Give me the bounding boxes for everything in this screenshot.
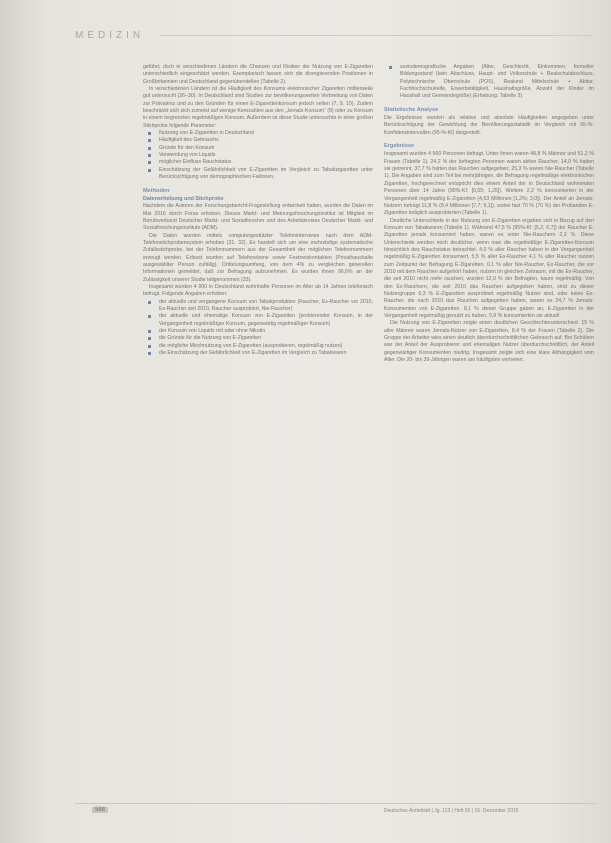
list-item-text: der aktuelle und vergangene Konsum von Tabakprodukten (Raucher, Ex-Raucher vor 2010, Ex-Raucher seit 2010, Raucher ausprobiert, Nie-Raucher): [159, 298, 373, 312]
list-item-text: der aktuelle und ehemalige Konsum von E-Zigaretten (probierender Konsum, in der Vergangenheit regelmäßiger Konsum, gegenwärtig regelmäßiger Konsum): [159, 313, 373, 327]
list-item: [143, 137, 373, 144]
paragraph: Die Ergebnisse wurden als relative und absolute Häufigkeiten angegeben unter Berücksichtigung der Gewichtung der Bevölkerungsstatistik im Vergleich mit 95-%-Konfidenzintervallen (95-%-KI) dargestellt.: [384, 115, 594, 136]
list-item-text: Häufigkeit des Gebrauchs: [159, 137, 219, 144]
list-item: [143, 152, 373, 159]
list-item: [143, 159, 373, 166]
list-item-text: die Gründe für die Nutzung von E-Zigaretten: [159, 335, 262, 342]
bullet-icon: [148, 301, 151, 304]
bullet-icon: [148, 352, 151, 355]
list-item-text: der Konsum von Liquids mit oder ohne Nikotin: [159, 328, 266, 335]
bullet-icon: [148, 345, 151, 348]
bullet-icon: [148, 330, 151, 333]
bullet-icon: [148, 147, 151, 150]
paragraph: Die Daten wurden mittels computergestützter Telefoninterviews nach dem ADM-Telefonstichprobensystem erhoben (31, 32). Es handelt sich um eine mehrstufige systematische Zufallsstichprobe, bei der Telefonnummern aus der Gesamtheit der möglichen Telefonnummern erzeugt werden. Erfasst wurden auf Telefonebene sowie Festnetzkontakten (Privathaushalte ausgewählter Person zufällig). Drittelungsumfang, von dem 4% zu vergleichen generellen Informationen gemeldet, daß zur Befragung aufzunehmen. Es wurden ihnen 96,6% an der Zulässigkeit unserer Studie teilgenommen (33).: [143, 232, 373, 283]
list-item: [143, 167, 373, 182]
paragraph: Insgesamt wurden 4 900 Personen befragt. Unter ihnen waren 48,8 % Männer und 51,2 % Frauen (Tabelle 1). 24,2 % der befragten Personen waren aktive Raucher, 14,0 % hatten sie getrennt, 37,7 % hatten das Rauchen aufgegeben; 25,3 % waren Nie-Raucher (Tabelle 1). Die Angaben sind zum Teil bei mehrjährigen, die Befragung regelmäßige elektronischen Zigaretten, hochgerechnet entspricht dies einem Anteil der in Deutschland wohnenden Personen über 14 Jahre (95%-KI: [0,55; 1,25]). Weitere 2,2 % konsumierten in der Vergangenheit regelmäßig E-Zigaretten (4,53 Millionen [1,2%; 3,0]). Der Anteil an Jemals-Nutzern beträgt 11,8 % (8,4 Millionen [7,7; 9,1]), wobei fast 70 % (70 %) der Probanden E-Zigaretten lediglich ausprobierten (Tabelle 1).: [384, 151, 594, 217]
list-item: [143, 328, 373, 335]
statistics-heading: Statistische Analyse: [384, 106, 439, 113]
bullet-icon: [389, 66, 392, 69]
survey-list: [143, 299, 373, 358]
bullet-icon: [148, 132, 151, 135]
survey-list-continued: [384, 64, 594, 101]
paragraph: Die Nutzung von E-Zigaretten zeigte einen deutlichen Geschlechterunterschied. 15 % aller Männer waren Jemals-Nutzer von E-Zigaretten, 8,4 % der Frauen (Tabelle 2). Die Gruppe der Arbeiter wies einen deutlich überdurchschnittlichen Gebrauch auf. Bei Schülern war der Anteil der Ausprobierer und ehemaligen Nutzer überdurchschnittlich, der Anteil gegenwärtiger Konsumenten niedrig. Insgesamt zeigte sich eine klare Abhängigkeit vom Alter. Die 20- bis 39-Jährigen waren am häufigsten vertreten.: [384, 320, 594, 364]
list-item: [143, 350, 373, 357]
footer-rule: [75, 803, 595, 804]
section-header: MEDIZIN: [75, 30, 145, 41]
list-item-text: Nutzung von E-Zigaretten in Deutschland: [159, 130, 254, 137]
paragraph: Nachdem die Autoren der Forschungsbericht-Fragestellung entwickelt hatten, wurden die Daten im Mai 2016 durch Forsa erhoben. Dieses Markt- und Meinungsforschungsinstitut ist Mitglied im Berufsverband Deutscher Markt- und Sozialforscher und des Arbeitskreises Deutscher Markt- und Sozialforschungsinstitute (ADM).: [143, 203, 373, 232]
bullet-icon: [148, 154, 151, 157]
methods-subheading: Datenerhebung und Stichprobe: [143, 195, 224, 202]
intro-paragraph: geführt, doch in verschiedenen Ländern die Chancen und Risiken der Nutzung von E-Zigaretten unterschiedlich eingeschätzt werden. Exemplarisch lassen sich die divergierenden Positionen in Großbritannien und Deutschland gegenüberstellen (Tabelle 2).: [143, 64, 373, 85]
methods-heading: Methoden: [143, 187, 170, 194]
bullet-icon: [148, 337, 151, 340]
right-column: [384, 64, 594, 799]
bullet-icon: [148, 139, 151, 142]
list-item: [143, 343, 373, 350]
list-item-text: Einschätzung der Gefährlichkeit von E-Zigaretten im Vergleich zu Tabakzigaretten unter Berücksichtigung von demographischen Faktoren.: [159, 166, 373, 181]
list-item-text: Verwendung von Liquids: [159, 152, 216, 159]
list-item-text: möglicher Einfluss Rauchstatus: [159, 159, 232, 166]
list-item-text: Gründe für den Konsum: [159, 144, 215, 151]
list-item: [143, 130, 373, 137]
list-item-text: soziodemografische Angaben (Alter, Geschlecht, Einkommen, formeller Bildungsstand (kein Abschluss, Haupt- und Volksschule + Realschulabschluss, Polytechnische Oberschule (POS), Realund Mittelschule + Abitur, Fachhochschulreife, Erwerbstätigkeit, Haushaltsgröße, Anzahl der Kinder im Haushalt und Gemeindegröße) (Erhebung: Tabelle 3).: [400, 64, 594, 100]
bullet-icon: [148, 315, 151, 318]
paragraph: Insgesamt wurden 4 900 in Deutschland wohnhafte Personen im Alter ab 14 Jahren telefonisch befragt. Folgende Angaben erhoben:: [143, 283, 373, 298]
list-item: [143, 335, 373, 342]
list-item: [143, 145, 373, 152]
paragraph: Deutliche Unterschiede in der Nutzung von E-Zigaretten ergaben sich in Bezug auf den Konsum von Tabakwaren (Tabelle 1). Während 47,5 % (95%-KI: [5,2; 6,7]) der Raucher E-Zigaretten jemals konsumiert haben, waren es unter Nie-Rauchern 2,3 %. Diese Unterschiede werden noch deutlicher, wenn man die regelmäßige E-Zigaretten-Konsum hinsichtlich des Rauchstatus betrachtet. 4,0 % aller Raucher haben in der Vergangenheit regelmäßig E-Zigaretten konsumiert, 5,5 % aller Ex-Raucher 4,1 % aller Raucher nutzen zum Zeitpunkt der Befragung E-Zigaretten. 0,1 % aller Nie-Raucher, Ex-Raucher, die vor 2010 mit dem Rauchen aufgehört haben, nutzen im gleichen Zeitraum, mit die Ex-Raucher, die seit 2010 nicht mehr rauchen, wurden 12,9 % der Befragten, kaum regelmäßig. Von den Ex-Rauchern, die seit 2010 das Rauchen aufgegeben haben, sind zu dieser Nutzergruppe 6,3 % E-Zigaretten ausprobiert regelmäßig Nutzer sind, oder keine Ex-Raucher, die nach 2010 das Rauchen aufgegeben haben, waren es 24,7 % Jemals-Konsumenten von E-Zigaretten. 8,1 % dieser Gruppe gaben an, E-Zigaretten in der Vergangenheit regelmäßig genutzt zu haben, 5,9 % konsumierten sie aktuell.: [384, 217, 594, 319]
bullet-icon: [148, 161, 151, 164]
list-item-text: die mögliche Mischnutzung von E-Zigaretten (ausprobieren, regelmäßig nutzen): [159, 342, 343, 349]
header-rule: [160, 35, 591, 36]
left-column: [143, 64, 373, 799]
results-heading: Ergebnisse: [384, 143, 415, 150]
journal-footer: Deutsches Ärzteblatt | Jg. 113 | Heft 50 | 16. Dezember 2016: [384, 808, 519, 814]
list-item: [384, 64, 594, 101]
paragraph: In verschiedenen Ländern ist die Häufigkeit des Konsums elektronischer Zigaretten mittlerweile gut untersucht (26–30). In Deutschland sind Studien zur bevölkerungsweiten Verbreitung von Daten zur Prävalenz und zu den Gründen für einen E-Zigarettenkonsum jedoch selten (7, 9, 10). Zudem beschränkt sich sich zumeist auf wenige Kernzahlen aus den „Jemals-Konsum“ (8) oder zu Konsum in einem begrenzten regelmäßigen Konsum. Außerdem ist diese Studie untersuchte in einer großen Stichprobe folgende Parameter:: [143, 86, 373, 129]
list-item: [143, 299, 373, 314]
bullet-icon: [148, 169, 151, 172]
list-item: [143, 313, 373, 328]
parameter-list: [143, 130, 373, 181]
list-item-text: die Einschätzung der Gefährlichkeit von E-Zigaretten im Vergleich zu Tabakwaren: [159, 350, 347, 357]
page-number: 588: [92, 807, 108, 813]
